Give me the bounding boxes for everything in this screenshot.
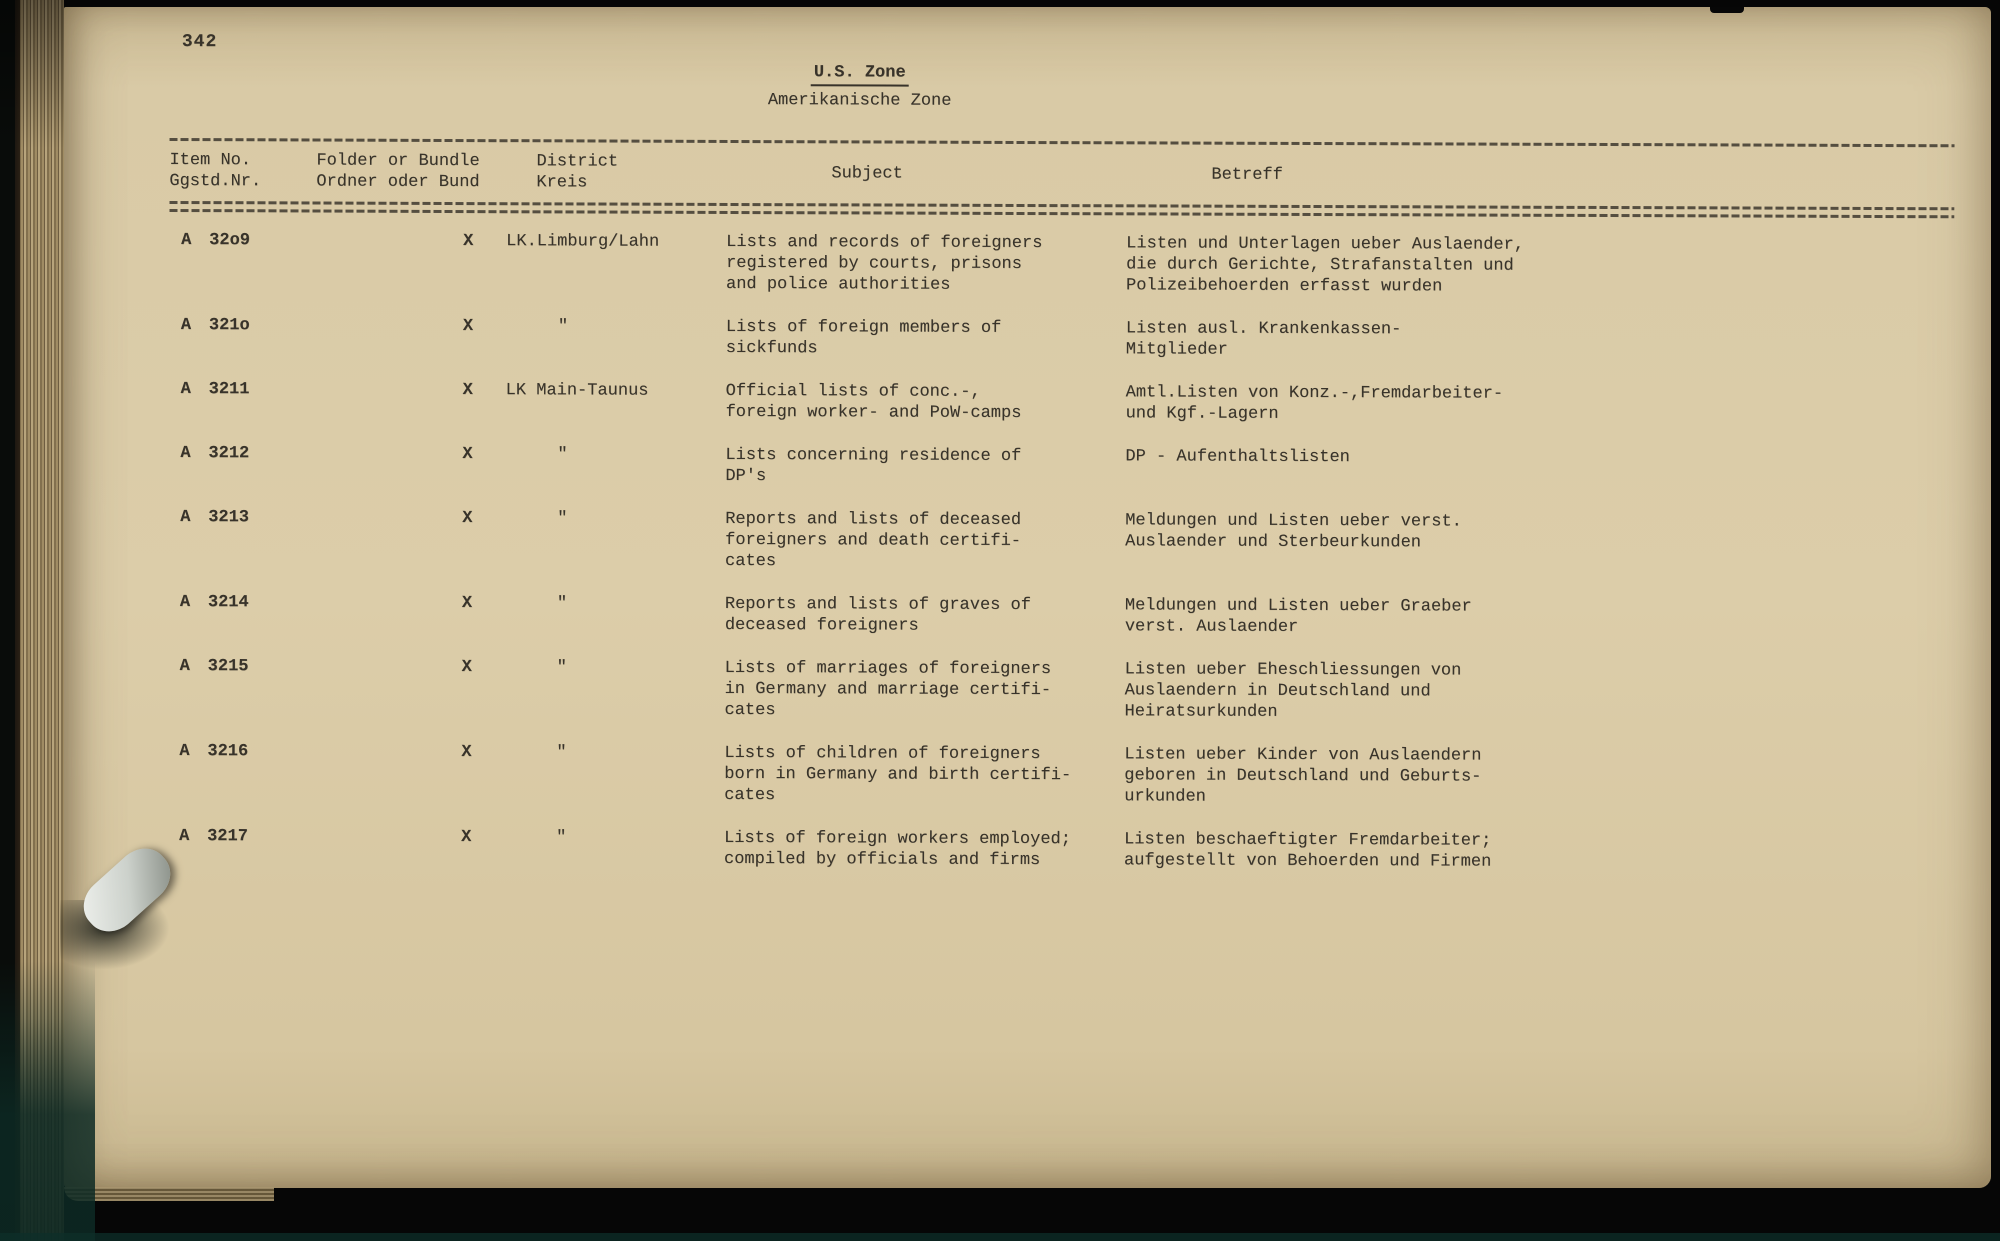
item-marker: A [180,316,192,336]
item-number: 321o [208,316,250,336]
district: " [556,828,567,848]
page-top-notch [1710,7,1744,13]
subject-german: Listen ueber Kinder von Auslaendern geboren in Deutschland und Geburts- urkunden [1124,745,1482,807]
folder-mark: X [462,317,474,337]
table-row [168,592,1953,640]
subject-english: Official lists of conc.-, foreign worker- and PoW-camps [725,381,1022,423]
subject-english: Lists of foreign workers employed; compiled by officials and firms [723,828,1071,871]
district: " [557,317,569,337]
header-district: District Kreis [536,152,619,193]
book-cover-bottom-edge [0,1233,2000,1241]
item-number: 3213 [208,508,250,528]
header-folder: Folder or Bundle Ordner oder Bund [316,151,480,193]
item-marker: A [179,827,190,847]
subject-german: Meldungen und Listen ueber verst. Auslaender und Sterbeurkunden [1125,511,1462,553]
header-item-no: Item No. Ggstd.Nr. [169,151,262,192]
district: LK Main-Taunus [505,381,649,401]
header-subject: Subject [831,163,903,184]
divider-top [170,138,1955,147]
subject-english: Lists and records of foreigners registered by courts, prisons and police authorities [725,232,1043,295]
folder-mark: X [463,232,474,252]
item-number: 3215 [207,657,249,677]
subject-german: Listen beschaeftigter Fremdarbeiter; aufgestellt von Behoerden und Firmen [1123,830,1492,872]
item-marker: A [180,444,191,464]
book-cover-corner [0,961,95,1241]
item-marker: A [180,508,191,528]
item-number: 3216 [207,742,249,762]
folder-mark: X [462,509,473,529]
folder-mark: X [461,743,472,763]
table-row [167,826,1952,874]
folder-mark: X [461,828,472,848]
zone-subtitle: Amerikanische Zone [767,91,952,111]
item-marker: A [179,657,190,677]
table-row [168,443,1953,491]
item-marker: A [181,231,192,251]
item-number: 3217 [207,827,248,847]
table-row [168,656,1953,725]
divider-line [169,201,1954,210]
zone-title: U.S. Zone [811,62,909,86]
subject-german: Amtl.Listen von Konz.-,Fremdarbeiter- und Kgf.-Lagern [1125,383,1504,424]
subject-german: Listen und Unterlagen ueber Auslaender, die durch Gerichte, Strafanstalten und Polizeibehoerden erfasst wurden [1125,234,1525,297]
subject-english: Reports and lists of deceased foreigners and death certifi- cates [725,509,1022,572]
table-row [169,315,1954,363]
district: LK.Limburg/Lahn [506,232,660,252]
page-number: 342 [181,32,218,53]
item-marker: A [180,380,191,400]
table-row [169,230,1954,299]
table-row [169,379,1954,427]
item-marker: A [179,593,191,613]
folder-mark: X [462,445,473,465]
folder-mark: X [461,658,472,678]
district: " [557,445,568,465]
divider-header-bottom [169,201,1954,218]
document-page [64,7,1991,1188]
subject-german: DP - Aufenthaltslisten [1125,447,1350,468]
item-number: 3214 [207,593,249,613]
divider-line [169,209,1954,218]
district: " [556,658,567,678]
subject-english: Lists of foreign members of sickfunds [725,317,1002,359]
subject-english: Lists of marriages of foreigners in Germany and marriage certifi- cates [724,658,1052,721]
subject-english: Lists of children of foreigners born in Germany and birth certifi- cates [724,743,1072,806]
table-header [169,150,1954,198]
district: " [556,594,568,614]
folder-mark: X [462,381,473,401]
table-row [167,741,1952,810]
page-stack-bottom-edge [64,1187,274,1201]
page-content [60,4,1991,1192]
zone-title-block [765,62,955,112]
folder-mark: X [461,594,473,614]
subject-english: Reports and lists of graves of deceased foreigners [724,594,1032,636]
subject-german: Listen ueber Eheschliessungen von Auslaendern in Deutschland und Heiratsurkunden [1124,660,1462,722]
table-row [168,507,1953,576]
subject-german: Meldungen und Listen ueber Graeber verst. Auslaender [1124,596,1472,637]
subject-english: Lists concerning residence of DP's [725,445,1022,487]
district: " [557,509,568,529]
item-number: 3211 [208,380,250,400]
item-number: 32o9 [209,231,251,251]
item-number: 3212 [208,444,250,464]
district: " [556,743,567,763]
header-betreff: Betreff [1211,165,1283,185]
item-marker: A [179,742,190,762]
subject-german: Listen ausl. Krankenkassen- Mitglieder [1125,319,1402,360]
table-body [167,230,1954,874]
